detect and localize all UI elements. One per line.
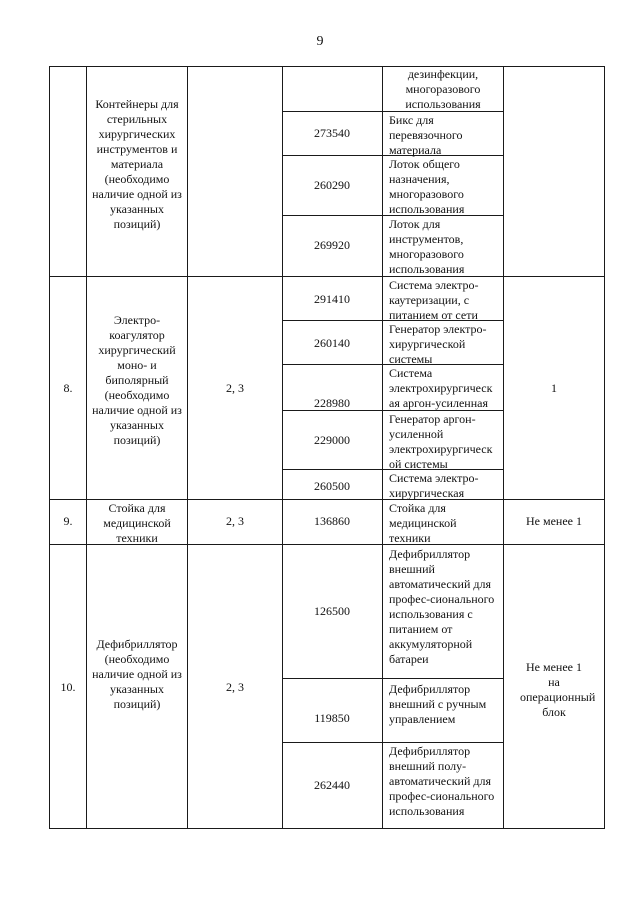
subrow-divider bbox=[282, 678, 504, 679]
item-description: Генератор электро-хирургической системы bbox=[389, 322, 487, 366]
row-name: Дефибриллятор (необходимо наличие одной из указанных позиций) bbox=[92, 637, 182, 711]
row-divider bbox=[49, 499, 605, 500]
row-class: 2, 3 bbox=[226, 680, 244, 694]
item-code: 228980 bbox=[314, 396, 350, 410]
item-code: 273540 bbox=[314, 126, 350, 140]
row-quantity: 1 bbox=[551, 381, 557, 395]
item-description: Генератор аргон-усиленной электрохирургическ ой системы bbox=[389, 412, 493, 471]
item-code: 126500 bbox=[314, 604, 350, 618]
row-number: 9. bbox=[63, 514, 73, 528]
item-code: 260140 bbox=[314, 336, 350, 350]
item-description: Система электро-каутеризации, с питанием от сети bbox=[389, 278, 479, 322]
column-divider bbox=[187, 66, 188, 829]
item-description: Дефибриллятор внешний автоматический для профес-сионального использования с питанием от аккумуляторной батареи bbox=[389, 547, 495, 666]
row-name: Контейнеры для стерильных хирургических инструментов и материала (необходимо наличие одной из указанных позиций) bbox=[92, 97, 182, 231]
item-code: 136860 bbox=[314, 514, 350, 528]
row-quantity: Не менее 1 на операционный блок bbox=[520, 660, 596, 719]
row-quantity: Не менее 1 bbox=[526, 514, 582, 528]
item-description: Дефибриллятор внешний полу-автоматический для профес-сионального использования bbox=[389, 744, 495, 818]
item-code: 260500 bbox=[314, 479, 350, 493]
item-description: дезинфекции, многоразового использования bbox=[405, 67, 481, 111]
item-description: Стойка для медицинской техники bbox=[389, 501, 457, 545]
row-name: Электро-коагулятор хирургический моно- и биполярный (необходимо наличие одной из указанных позиций) bbox=[92, 313, 182, 447]
column-divider bbox=[604, 66, 605, 829]
item-code: 269920 bbox=[314, 238, 350, 252]
item-code: 260290 bbox=[314, 178, 350, 192]
row-divider bbox=[49, 276, 605, 277]
subrow-divider bbox=[282, 742, 504, 743]
item-code: 229000 bbox=[314, 433, 350, 447]
item-description: Лоток для инструментов, многоразового использования bbox=[389, 217, 465, 276]
item-description: Система электрохирургическ ая аргон-усиленная bbox=[389, 366, 493, 410]
item-code: 119850 bbox=[314, 711, 350, 725]
row-class: 2, 3 bbox=[226, 381, 244, 395]
column-divider bbox=[49, 66, 50, 829]
row-number: 8. bbox=[63, 381, 73, 395]
row-number: 10. bbox=[60, 680, 76, 694]
item-code: 262440 bbox=[314, 778, 350, 792]
item-code: 291410 bbox=[314, 292, 350, 306]
table-top-border bbox=[49, 66, 605, 67]
page-number: 9 bbox=[316, 34, 324, 49]
item-description: Дефибриллятор внешний с ручным управлением bbox=[389, 682, 487, 726]
row-class: 2, 3 bbox=[226, 514, 244, 528]
item-description: Система электро-хирургическая bbox=[389, 471, 479, 500]
item-description: Лоток общего назначения, многоразового использования bbox=[389, 157, 465, 216]
row-name: Стойка для медицинской техники bbox=[103, 501, 171, 545]
item-description: Бикс для перевязочного материала bbox=[389, 113, 463, 157]
table-bottom-border bbox=[49, 828, 605, 829]
